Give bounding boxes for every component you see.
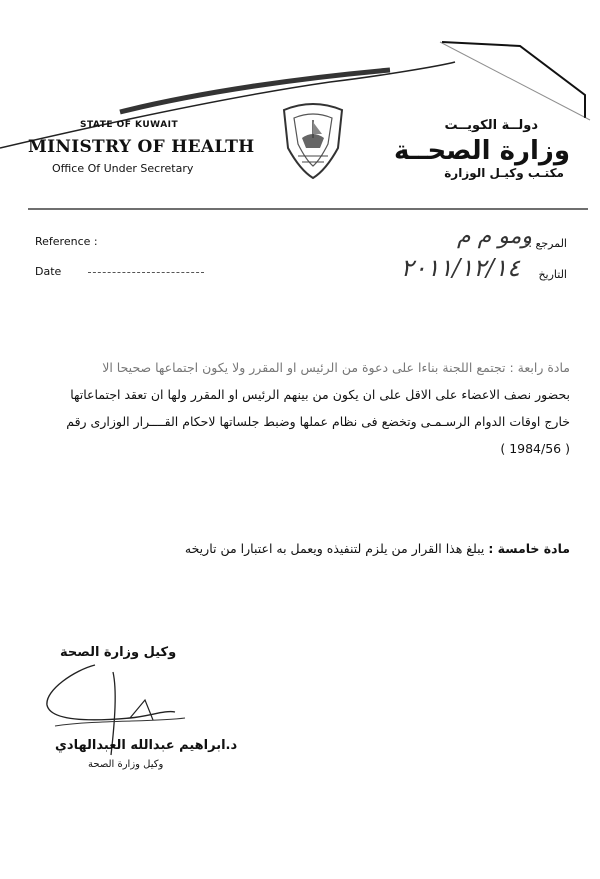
letterhead-state-ar: دولــة الكويــت [444,118,538,133]
article-4-line-3: خارج اوقات الدوام الرسـمـى وتخضع فى نظام عملها وضبط جلساتها لاحكام القــــرار الوزارى رقم [66,414,570,429]
letterhead-ministry-ar: وزارة الصحــة [394,136,570,166]
article-4 [10,354,570,462]
signatory-role: وكيل وزارة الصحة [88,759,164,770]
article-4-line-2: بحضور نصف الاعضاء على الاقل على ان يكون من بينهم الرئيس او المقرر ولها ان تعقد اجتماعاتها [70,387,570,402]
letterhead-divider [28,208,588,210]
article-5-heading: مادة خامسة : [488,541,570,556]
reference-label-en: Reference : [35,235,98,248]
article-4-line-1-text: تجتمع اللجنة بناءا على دعوة من الرئيس او المقرر ولا يكون اجتماعها صحيحا الا [102,360,506,375]
article-5 [10,535,570,562]
date-dotted-line [88,272,204,273]
article-5-text: يبلغ هذا القرار من يلزم لتنفيذه ويعمل به اعتبارا من تاريخه [184,541,485,556]
letterhead-office-en: Office Of Under Secretary [52,162,194,175]
date-label-ar: التاريخ [538,268,567,281]
kuwait-emblem-icon [276,100,350,180]
signature-title: وكيل وزارة الصحة [60,645,177,660]
reference-handwritten-value: ومو م م [456,224,532,249]
date-label-en: Date [35,265,62,278]
article-4-line-1 [10,354,570,381]
reference-label-ar: المرجع :- [524,237,567,250]
date-handwritten-value: ٢٠١١/١٢/١٤ [400,254,520,282]
letterhead-state-en: STATE OF KUWAIT [80,120,179,130]
article-4-line-4: ( 1984/56 ) [500,441,570,456]
article-4-heading: مادة رابعة : [509,360,570,375]
letterhead-office-ar: مكتـب وكيـل الوزارة [444,166,564,180]
letterhead-ministry-en: MINISTRY OF HEALTH [28,137,255,157]
signatory-name: د.ابراهيم عبدالله العبدالهادي [55,738,238,753]
